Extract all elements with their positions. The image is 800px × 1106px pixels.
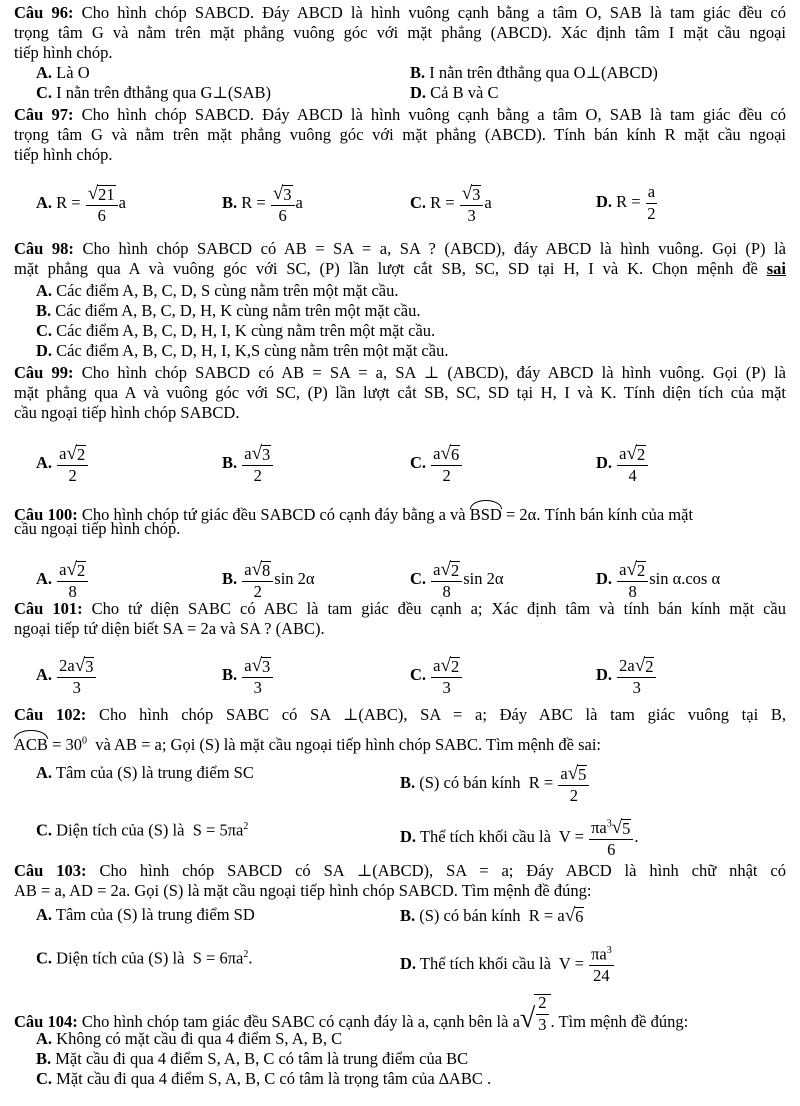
- q102-line1: Câu 102: Cho hình chóp SABC có SA ⊥(ABC), SA = a; Đáy ABC là tam giác vuông tại B,: [14, 705, 787, 724]
- q98-option-a: A. Các điểm A, B, C, D, S cùng nằm trên một mặt cầu.: [36, 281, 399, 300]
- q98-line1: Câu 98: Cho hình chóp SABCD có AB = SA = a, SA ? (ABCD), đáy ABCD là hình vuông. Gọi (P) là: [14, 239, 787, 258]
- q96-line1: Câu 96: Cho hình chóp SABCD. Đáy ABCD là hình vuông cạnh bằng a tâm O, SAB là tam giác đều có: [14, 3, 786, 22]
- q96-option-b: B. I nằn trên đthẳng qua O⊥(ABCD): [410, 63, 658, 82]
- q104-line1: Câu 104: Cho hình chóp tam giác đều SABC có cạnh đáy là a, cạnh bên là a √ $\frac{2}{3}$ . Tìm mệnh đề đúng:: [14, 993, 689, 1034]
- q98-emphasis: sai: [766, 259, 786, 278]
- q99-line3: cầu ngoại tiếp hình chóp SABCD.: [14, 403, 240, 422]
- q102-option-a: A. Tâm của (S) là trung điểm SC: [36, 763, 254, 782]
- q97-option-d: D. R = $\frac{a}{2}$: [596, 182, 656, 223]
- q100-angle: BSD: [470, 500, 502, 524]
- q96-option-a: A. Là O: [36, 63, 90, 82]
- q103-option-a: A. Tâm của (S) là trung điểm SD: [36, 905, 255, 924]
- q103-line1: Câu 103: Cho hình chóp SABCD có SA ⊥(ABCD), SA = a; Đáy ABCD là hình chữ nhật có: [14, 861, 787, 880]
- q102-option-d: D. Thể tích khối cầu là V = $\pi a^3$ √ 5 6 .: [400, 817, 639, 859]
- q97-option-a: A. R = √ 21 6 a: [36, 183, 126, 225]
- q97-line3: tiếp hình chóp.: [14, 145, 113, 164]
- q98-option-b: B. Các điểm A, B, C, D, H, K cùng nằm trên một mặt cầu.: [36, 301, 421, 320]
- q104-option-c: C. Mặt cầu đi qua 4 điểm S, A, B, C có tâm là trọng tâm của ∆ABC .: [36, 1069, 492, 1088]
- q99-line2: mặt phẳng qua A và vuông góc với SC, (P) lần lượt cắt SB, SC, SD tại H, I và K. Tính diện tích của mặt: [14, 383, 786, 402]
- q103-option-b: B. (S) có bán kính R = a √ 6: [400, 905, 584, 926]
- q96-line3: tiếp hình chóp.: [14, 43, 113, 62]
- q97-line2: trọng tâm G và nằm trên mặt phẳng vuông góc với mặt phẳng (ABCD). Tính bán kính R mặt cầu ngoại: [14, 125, 786, 144]
- q100-option-c: C. a √ 2 8 sin 2α: [410, 559, 504, 601]
- q100-line2: cầu ngoại tiếp hình chóp.: [14, 519, 181, 538]
- q100-option-b: B. a √ 8 2 sin 2α: [222, 559, 315, 601]
- q102-option-c: C. Diện tích của (S) là $S = 5\pi a^2$: [36, 820, 249, 840]
- q97-option-c: C. R = √ 3 3 a: [410, 183, 492, 225]
- q101-option-a: A. 2a √ 3 3: [36, 656, 97, 697]
- q100-line1: Câu 100: Cho hình chóp tứ giác đều SABCD có cạnh đáy bằng a và BSD = 2α. Tính bán kính của mặt: [14, 500, 786, 524]
- q99-option-a: A. a √ 2 2: [36, 444, 89, 485]
- q102-angle: ACB: [14, 730, 48, 754]
- q100-option-a: A. a √ 2 8: [36, 560, 89, 601]
- q103-option-c: C. Diện tích của (S) là $S = 6\pi a^2$.: [36, 948, 253, 968]
- q99-line1: Câu 99: Cho hình chóp SABCD có AB = SA = a, SA ⊥ (ABCD), đáy ABCD là hình vuông. Gọi (P) là: [14, 363, 787, 382]
- q101-option-b: B. a √ 3 3: [222, 656, 274, 697]
- q97-line1: Câu 97: Cho hình chóp SABCD. Đáy ABCD là hình vuông cạnh bằng a tâm O, SAB là tam giác đều có: [14, 105, 786, 124]
- q97-option-b: B. R = √ 3 6 a: [222, 183, 303, 225]
- q104-option-b: B. Mặt cầu đi qua 4 điểm S, A, B, C có tâm là trung điểm của BC: [36, 1049, 469, 1068]
- q101-line2: ngoại tiếp tứ diện biết SA = 2a và SA ? (ABC).: [14, 619, 325, 638]
- q102-line2: ACB = $30^0$ và AB = a; Gọi (S) là mặt cầu ngoại tiếp hình chóp SABC. Tìm mệnh đề sai:: [14, 730, 786, 754]
- q98-line2: mặt phẳng qua A và vuông góc với SC, (P) lần lượt cắt SB, SC, SD tại H, I và K. Chọn mệnh đề sai: [14, 259, 786, 278]
- q96-option-c: C. I nằn trên đthẳng qua G⊥(SAB): [36, 83, 272, 102]
- q102-option-b: B. (S) có bán kính R = a √ 5 2: [400, 764, 590, 805]
- q104-option-a: A. Không có mặt cầu đi qua 4 điểm S, A, B, C: [36, 1029, 343, 1048]
- q100-option-d: D. a √ 2 8 sin α.cos α: [596, 559, 721, 601]
- q101-option-c: C. a √ 2 3: [410, 656, 463, 697]
- q99-option-b: B. a √ 3 2: [222, 444, 274, 485]
- q101-option-d: D. 2a √ 2 3: [596, 656, 657, 697]
- q98-option-c: C. Các điểm A, B, C, D, H, I, K cùng nằm trên một mặt cầu.: [36, 321, 436, 340]
- q103-option-d: D. Thể tích khối cầu là V = $\frac{\pi a^3}{24}$: [400, 944, 612, 985]
- q101-line1: Câu 101: Cho tứ diện SABC có ABC là tam giác đều cạnh a; Xác định tâm và tính bán kính mặt cầu: [14, 599, 786, 618]
- q103-line2: AB = a, AD = 2a. Gọi (S) là mặt cầu ngoại tiếp hình chóp SABCD. Tìm mệnh đề đúng:: [14, 881, 592, 900]
- q99-option-d: D. a √ 2 4: [596, 444, 649, 485]
- q98-option-d: D. Các điểm A, B, C, D, H, I, K,S cùng nằm trên một mặt cầu.: [36, 341, 449, 360]
- q96-line2: trọng tâm G và nằm trên mặt phẳng vuông góc với mặt phẳng (ABCD). Xác định tâm I mặt cầu ngoại: [14, 23, 786, 42]
- q99-option-c: C. a √ 6 2: [410, 444, 463, 485]
- q96-option-d: D. Cả B và C: [410, 83, 499, 102]
